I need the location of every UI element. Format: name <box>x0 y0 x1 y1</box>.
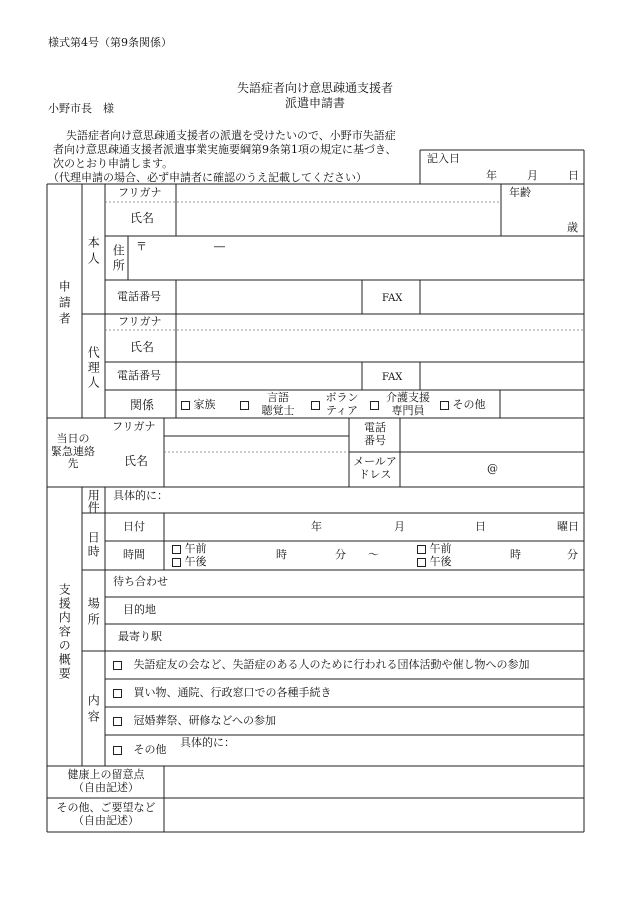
self-name-label: 氏名 <box>130 211 155 225</box>
place-label: 場所 <box>86 597 101 629</box>
start-minute: 分 <box>335 548 346 561</box>
applicant-section-label: 申請者 <box>57 280 72 328</box>
age-unit: 歳 <box>567 221 578 234</box>
proxy-name-field[interactable] <box>177 331 583 361</box>
intro-line2: 者向け意思疎通支援者派遣事業実施要綱第9条第1項の規定に基づき、 <box>53 143 397 156</box>
self-label: 本人 <box>86 236 101 268</box>
support-year: 年 <box>311 520 322 533</box>
emergency-name-label: 氏名 <box>124 454 149 468</box>
health-label: 健康上の留意点 （自由記述） <box>67 768 145 794</box>
relation-label: 関係 <box>130 398 155 412</box>
proxy-furigana-label: フリガナ <box>118 315 162 328</box>
emergency-label: 当日の 緊急連絡 先 <box>51 432 95 471</box>
relation-family-option[interactable]: 家族 <box>181 399 216 412</box>
relation-cm-label: 介護支援 専門員 <box>386 391 430 417</box>
destination-field[interactable] <box>175 598 583 623</box>
relation-vol-label: ボラン ティア <box>325 391 359 417</box>
intro-note: （代理申請の場合、必ず申請者に確認のうえ記載してください） <box>48 171 367 184</box>
date-row-label: 日付 <box>123 520 145 533</box>
nearest-station-field[interactable] <box>175 625 583 650</box>
checkbox-end-pm[interactable] <box>417 558 426 567</box>
postal-dash: ― <box>214 240 225 253</box>
emergency-phone-label: 電話 番号 <box>364 421 386 447</box>
self-fax-label: FAX <box>382 293 403 304</box>
end-minute: 分 <box>567 548 578 561</box>
proxy-name-label: 氏名 <box>130 340 155 354</box>
checkbox-item-4[interactable] <box>113 746 122 755</box>
date-input-area[interactable] <box>421 151 583 183</box>
proxy-phone-label: 電話番号 <box>117 369 161 382</box>
proxy-fax-field[interactable] <box>421 363 583 389</box>
end-hour: 時 <box>510 548 521 561</box>
time-row-label: 時間 <box>123 548 145 561</box>
checkbox-start-am[interactable] <box>172 545 181 554</box>
relation-st-checkbox[interactable] <box>240 399 249 412</box>
purpose-field[interactable] <box>106 488 583 512</box>
nearest-station-label: 最寄り駅 <box>118 630 162 643</box>
self-furigana-label: フリガナ <box>118 186 162 199</box>
checkbox-item-2[interactable] <box>113 689 122 698</box>
emergency-phone-field[interactable] <box>401 419 583 451</box>
proxy-phone-field[interactable] <box>177 363 361 389</box>
checkbox-family[interactable] <box>181 401 190 410</box>
relation-cm-checkbox[interactable] <box>370 399 379 412</box>
emergency-furigana-label: フリガナ <box>112 420 156 433</box>
item4-specific-label: 具体的に： <box>180 736 235 749</box>
end-ampm: 午前 午後 <box>417 542 452 568</box>
purpose-specific-label: 具体的に： <box>113 489 168 502</box>
content-item-1[interactable]: 失語症友の会など、失語症のある人のために行われる団体活動や催し物への参加 <box>113 659 530 672</box>
destination-label: 目的地 <box>123 603 156 616</box>
intro-line3: 次のとおり申請します。 <box>53 157 174 170</box>
address-field[interactable] <box>129 237 583 279</box>
checkbox-item-3[interactable] <box>113 717 122 726</box>
form-title-line2: 派遣申請書 <box>284 96 345 110</box>
requests-field[interactable] <box>165 799 583 831</box>
form-title-line1: 失語症者向け意思疎通支援者 <box>236 81 393 95</box>
support-date-field[interactable] <box>165 514 583 540</box>
checkbox-item-1[interactable] <box>113 661 122 670</box>
self-phone-field[interactable] <box>177 281 361 313</box>
date-label: 記入日 <box>427 152 460 165</box>
item4-specific-field[interactable] <box>235 736 583 765</box>
support-weekday: 曜日 <box>557 520 579 533</box>
emergency-at-mark: @ <box>487 462 498 475</box>
meeting-label: 待ち合わせ <box>113 575 168 588</box>
date-year: 年 <box>486 169 497 182</box>
addressee: 小野市長 様 <box>48 102 114 115</box>
support-month: 月 <box>394 520 405 533</box>
health-field[interactable] <box>165 767 583 797</box>
form-number: 様式第4号（第9条関係） <box>48 36 172 49</box>
relation-vol-checkbox[interactable] <box>311 399 320 412</box>
content-item-4[interactable]: その他 <box>113 744 167 757</box>
content-item-2[interactable]: 買い物、通院、行政窓口での各種手続き <box>113 687 332 700</box>
age-label: 年齢 <box>509 186 531 199</box>
emergency-mail-label: メールア ドレス <box>353 455 397 481</box>
date-month: 月 <box>527 169 538 182</box>
checkbox-other[interactable] <box>440 401 449 410</box>
support-section-label: 支援内容の概要 <box>57 583 72 681</box>
emergency-mail-field[interactable] <box>401 453 583 486</box>
address-label: 住所 <box>111 244 126 274</box>
content-item-3[interactable]: 冠婚葬祭、研修などへの参加 <box>113 715 276 728</box>
requests-label: その他、ご要望など （自由記述） <box>56 801 156 827</box>
self-name-field[interactable] <box>177 203 500 235</box>
content-label: 内容 <box>86 694 101 726</box>
intro-line1: 失語症者向け意思疎通支援者の派遣を受けたいので、小野市失語症 <box>66 129 396 142</box>
checkbox-start-pm[interactable] <box>172 558 181 567</box>
time-tilde: ～ <box>368 548 379 561</box>
datetime-label: 日時 <box>86 531 101 559</box>
purpose-label: 用件 <box>86 489 101 513</box>
date-day: 日 <box>568 169 579 182</box>
start-hour: 時 <box>276 548 287 561</box>
proxy-fax-label: FAX <box>382 372 403 383</box>
support-day: 日 <box>475 520 486 533</box>
relation-other-option[interactable]: その他 <box>440 399 486 412</box>
postal-mark: 〒 <box>136 240 147 253</box>
checkbox-end-am[interactable] <box>417 545 426 554</box>
emergency-name-field[interactable] <box>165 453 348 486</box>
self-fax-field[interactable] <box>421 281 583 313</box>
relation-st-label: 言語 聴覚士 <box>261 391 295 417</box>
meeting-field[interactable] <box>175 571 583 596</box>
start-ampm: 午前 午後 <box>172 542 207 568</box>
self-phone-label: 電話番号 <box>117 290 161 303</box>
proxy-label: 代理人 <box>86 346 101 391</box>
